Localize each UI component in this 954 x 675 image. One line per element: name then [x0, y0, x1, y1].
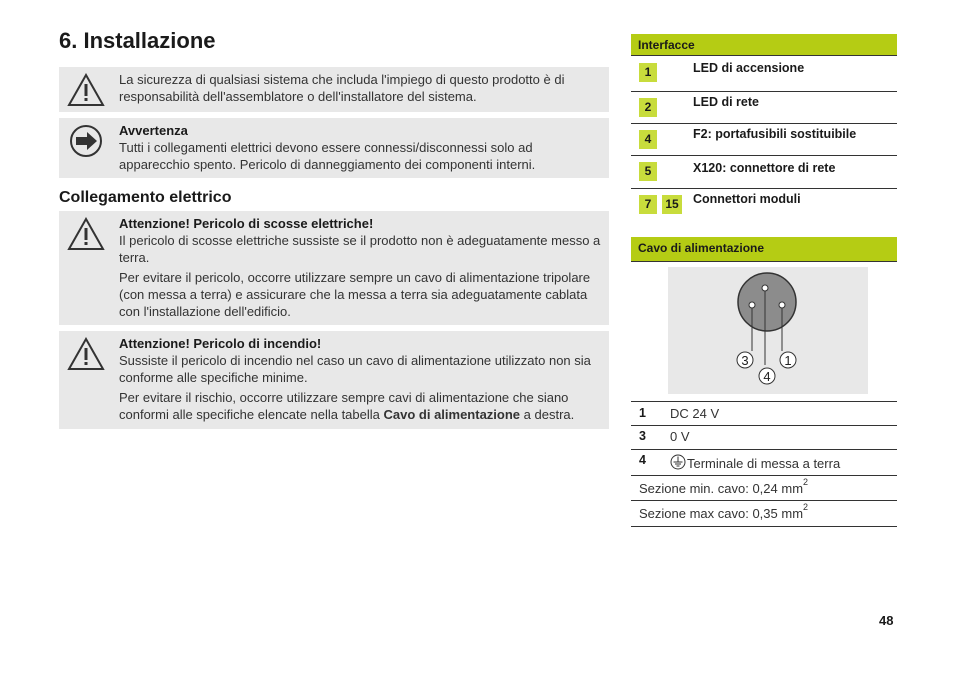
pin-row — [631, 401, 897, 426]
pin-number: 3 — [639, 429, 646, 443]
connector-drawing — [668, 267, 868, 394]
safety-notice — [59, 67, 609, 112]
power-cable-table-reference[interactable]: Cavo di alimentazione — [383, 407, 521, 422]
min-section-text: Sezione min. cavo: 0,24 $mm^2$ — [639, 477, 809, 496]
connector-pinout-diagram — [668, 267, 868, 394]
max-section-text: Sezione max cavo: 0,35 $mm^2$ — [639, 502, 809, 521]
pin-label-1: 1 — [784, 353, 792, 368]
electric-shock-warning — [59, 211, 609, 325]
pin-value: DC 24 V — [670, 406, 720, 421]
pin-row — [631, 450, 897, 476]
fire-text-1: Sussiste il pericolo di incendio nel caso un cavo di alimentazione utilizzato non sia conforme alle specifiche minime. — [119, 353, 591, 385]
interface-number-2: 15 — [662, 195, 682, 214]
pin-number: 1 — [639, 406, 646, 420]
fire-warning — [59, 331, 609, 429]
pin-value: 0 V — [670, 429, 690, 444]
fire-heading: Attenzione! Pericolo di incendio! — [119, 336, 322, 351]
interface-label: F2: portafusibili sostituibile — [693, 127, 857, 141]
safety-notice-text: La sicurezza di qualsiasi sistema che includa l'impiego di questo prodotto è di responsabilità dell'assemblatore o dell'installatore del sistema. — [119, 72, 565, 104]
interface-label: X120: connettore di rete — [693, 161, 836, 175]
warning-text: Tutti i collegamenti elettrici devono essere connessi/disconnessi solo ad apparecchio spento. Pericolo di danneggiamento dei componenti interni. — [119, 140, 536, 172]
fire-text-2: Per evitare il rischio, occorre utilizzare sempre cavi di alimentazione che siano conformi alle specifiche elencate nella tabella Cavo di alimentazione a destra. — [119, 390, 575, 422]
electric-shock-heading: Attenzione! Pericolo di scosse elettriche! — [119, 216, 374, 231]
page-title: 6. Installazione — [59, 28, 216, 53]
min-section-row — [631, 476, 897, 501]
interface-row — [631, 124, 897, 156]
interface-number: 5 — [639, 162, 657, 181]
interfaces-header: Interfacce — [631, 34, 897, 56]
interface-label: LED di accensione — [693, 61, 805, 75]
interface-label: Connettori moduli — [693, 192, 801, 206]
warning-heading: Avvertenza — [119, 123, 188, 138]
pin-label-4: 4 — [763, 369, 771, 384]
pin-value: Terminale di messa a terra — [687, 456, 841, 471]
interface-row — [631, 57, 897, 92]
pin-number: 4 — [639, 453, 646, 467]
warning-triangle-icon — [67, 73, 105, 107]
interface-row — [631, 156, 897, 189]
interface-number: 4 — [639, 130, 657, 149]
interface-number: 2 — [639, 98, 657, 117]
ground-symbol-icon — [670, 454, 686, 470]
power-cable-header: Cavo di alimentazione — [631, 237, 897, 262]
interface-row — [631, 189, 897, 219]
arrow-right-circle-icon — [67, 124, 105, 158]
section-heading: Collegamento elettrico — [59, 189, 232, 206]
interface-number: 7 — [639, 195, 657, 214]
warning-triangle-icon — [67, 217, 105, 251]
pin-label-3: 3 — [741, 353, 749, 368]
electric-shock-text-1: Il pericolo di scosse elettriche sussiste se il prodotto non è adeguatamente messo a terra. — [119, 233, 601, 265]
pin-row — [631, 426, 897, 450]
interface-row — [631, 92, 897, 124]
page-number: 48 — [879, 613, 894, 628]
max-section-row — [631, 501, 897, 527]
warning-notice — [59, 118, 609, 178]
interface-number: 1 — [639, 63, 657, 82]
electric-shock-text-2: Per evitare il pericolo, occorre utilizzare sempre un cavo di alimentazione tripolare (con messa a terra) e assicurare che la messa a terra sia adeguatamente cablata con l'installazione dell'edificio. — [119, 270, 591, 319]
warning-triangle-icon — [67, 337, 105, 371]
interface-label: LED di rete — [693, 95, 759, 109]
